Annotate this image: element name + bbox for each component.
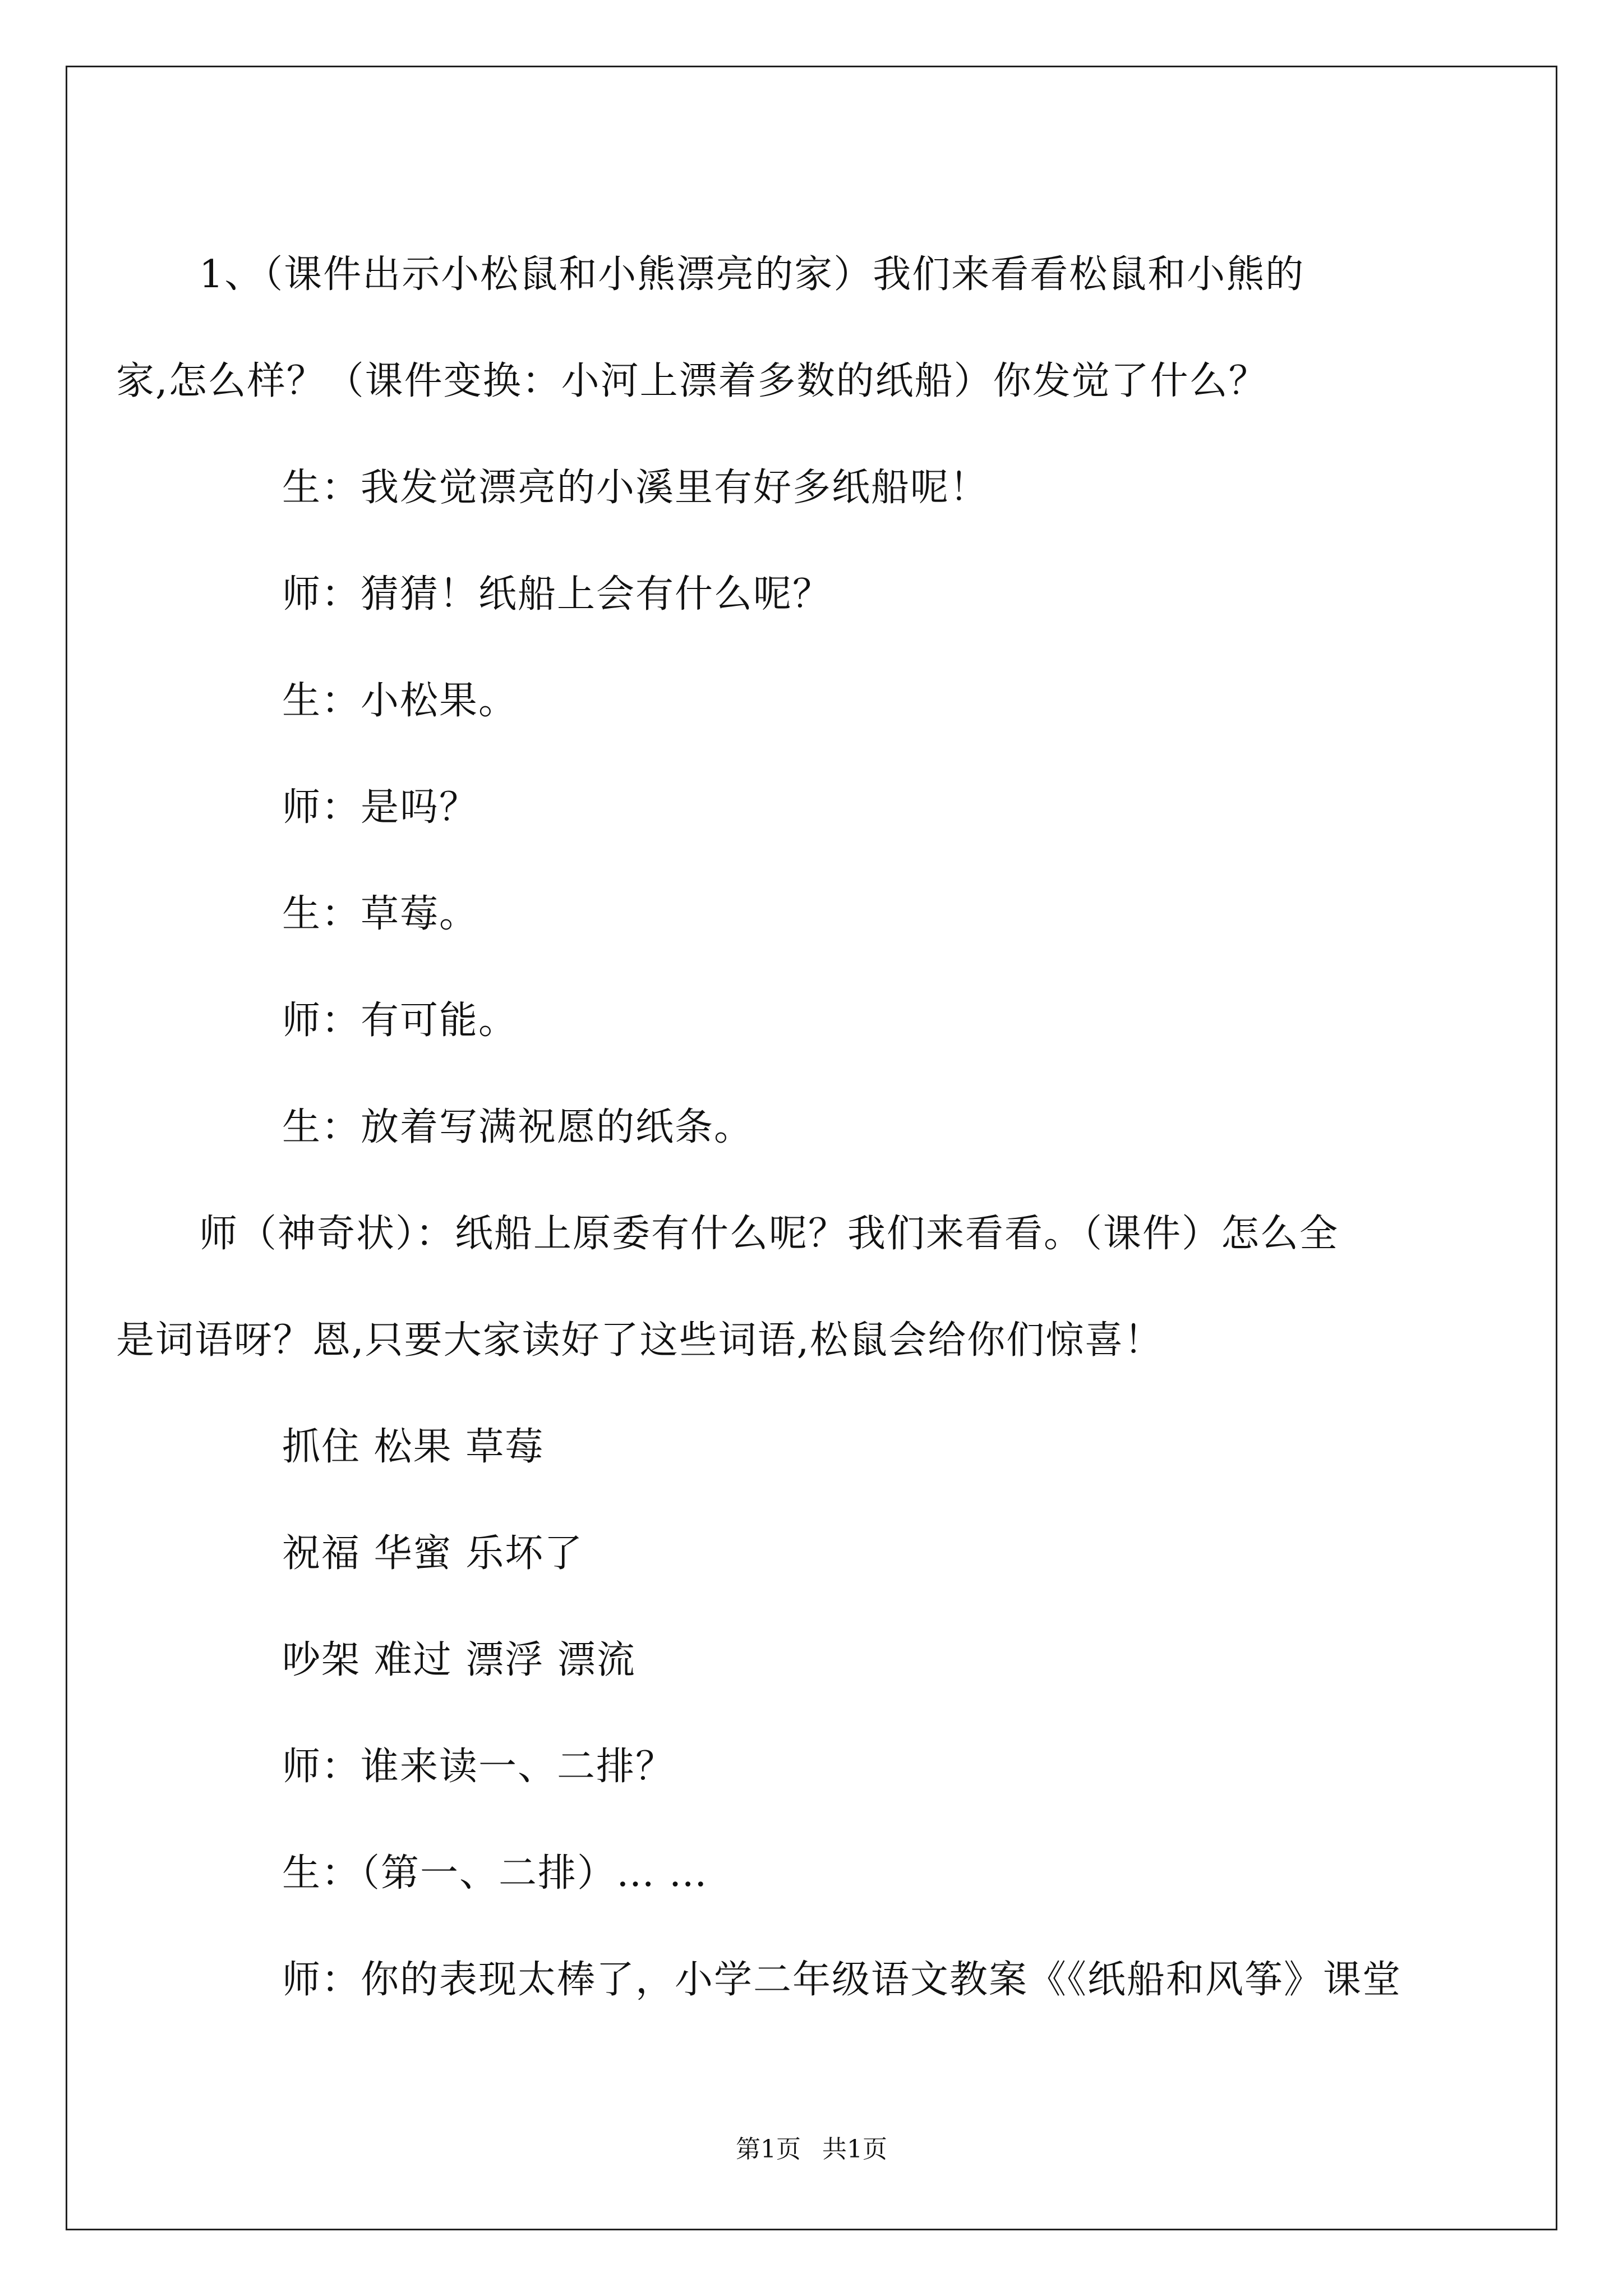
paragraph-teacher-1: 师：猜猜！纸船上会有什么呢？ <box>282 572 832 616</box>
page-total: 共1页 <box>822 2135 887 2164</box>
paragraph-teacher-2: 师：是吗？ <box>282 785 479 830</box>
paragraph-teacher-5: 师：谁来读一、二排？ <box>282 1745 675 1789</box>
page-footer <box>0 2129 1623 2165</box>
paragraph-teacher-6: 师：你的表现太棒了，小学二年级语文教案《《纸船和风筝》课堂 <box>282 1958 1402 2002</box>
document-body <box>116 222 1433 2033</box>
word-row-2: 祝福 华蜜 乐坏了 <box>282 1531 584 1576</box>
word-row-1: 抓住 松果 草莓 <box>282 1425 545 1469</box>
paragraph-intro: 1、（课件出示小松鼠和小熊漂亮的家）我们来看看松鼠和小熊的家,怎么样？（课件变换：小河上漂着多数的纸船）你发觉了什么？ <box>116 252 1305 403</box>
paragraph-student-3: 生：草莓。 <box>282 892 479 936</box>
paragraph-student-5: 生：（第一、二排）… … <box>282 1851 708 1895</box>
paragraph-student-1: 生：我发觉漂亮的小溪里有好多纸船呢！ <box>282 466 989 510</box>
paragraph-student-2: 生：小松果。 <box>282 679 518 723</box>
word-row-3: 吵架 难过 漂浮 漂流 <box>282 1638 636 1682</box>
paragraph-teacher-4: 师（神奇状）：纸船上原委有什么呢？我们来看看。（课件）怎么全是词语呀？恩,只要大家读好了这些词语,松鼠会给你们惊喜！ <box>116 1212 1339 1363</box>
paragraph-teacher-3: 师：有可能。 <box>282 999 518 1043</box>
page-number: 第1页 <box>736 2135 801 2164</box>
paragraph-student-4: 生：放着写满祝愿的纸条。 <box>282 1105 754 1149</box>
